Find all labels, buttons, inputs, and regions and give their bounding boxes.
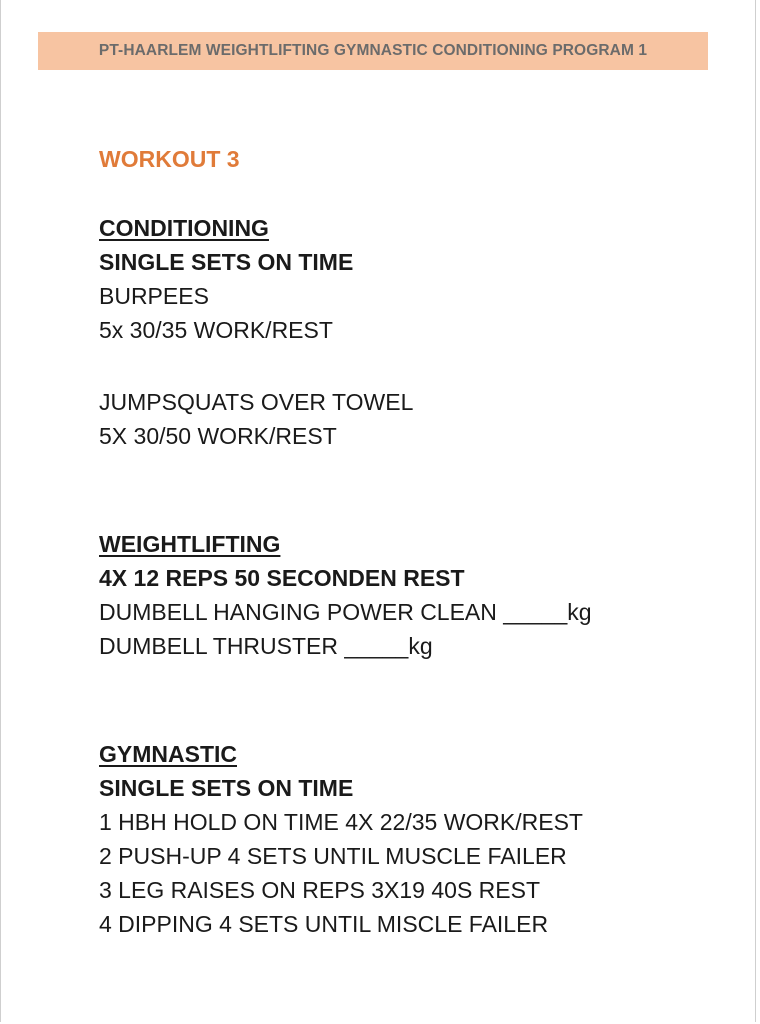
weightlifting-section [99, 527, 720, 663]
list-item: 1 HBH HOLD ON TIME 4X 22/35 WORK/REST [99, 809, 583, 835]
list-item: 2 PUSH-UP 4 SETS UNTIL MUSCLE FAILER [99, 843, 567, 869]
workout-title: WORKOUT 3 [99, 146, 240, 172]
list-item: DUMBELL THRUSTER _____kg [99, 633, 433, 659]
list-item: 4 DIPPING 4 SETS UNTIL MISCLE FAILER [99, 911, 549, 937]
header-banner [38, 32, 708, 70]
program-title: PT-HAARLEM WEIGHTLIFTING GYMNASTIC CONDITIONING PROGRAM 1 [98, 42, 648, 59]
conditioning-heading: CONDITIONING [99, 215, 269, 241]
exercise-name: BURPEES [99, 283, 209, 309]
gymnastic-heading: GYMNASTIC [99, 741, 237, 767]
list-item: DUMBELL HANGING POWER CLEAN _____kg [99, 599, 592, 625]
exercise-scheme: 5x 30/35 WORK/REST [99, 317, 333, 343]
exercise-scheme: 5X 30/50 WORK/REST [99, 423, 337, 449]
gymnastic-section [99, 737, 720, 941]
weightlifting-subheading: 4X 12 REPS 50 SECONDEN REST [99, 565, 465, 591]
conditioning-subheading: SINGLE SETS ON TIME [99, 249, 354, 275]
list-item: 3 LEG RAISES ON REPS 3X19 40S REST [99, 877, 541, 903]
conditioning-section [99, 211, 720, 453]
gymnastic-subheading: SINGLE SETS ON TIME [99, 775, 354, 801]
weightlifting-heading: WEIGHTLIFTING [99, 531, 281, 557]
document-body [99, 142, 720, 941]
exercise-name: JUMPSQUATS OVER TOWEL [99, 389, 414, 415]
